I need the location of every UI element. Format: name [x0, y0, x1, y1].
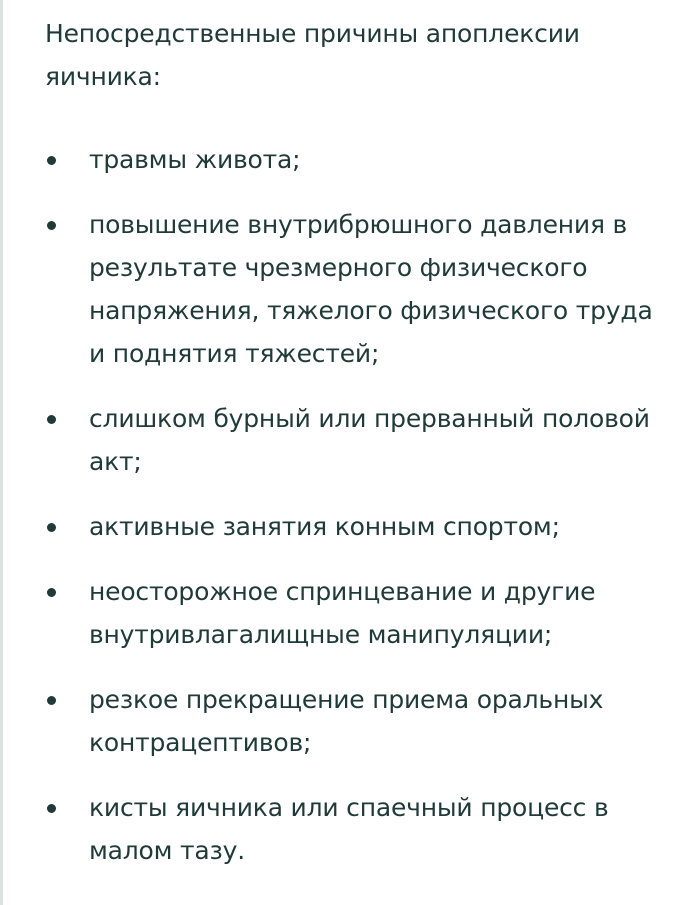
- bullet-icon: [47, 523, 56, 532]
- bullet-icon: [47, 696, 56, 705]
- bullet-icon: [47, 221, 56, 230]
- list-item: [45, 570, 665, 656]
- causes-list: [45, 138, 665, 872]
- article-content: [45, 12, 665, 894]
- left-border: [0, 0, 3, 905]
- list-item-text: повышение внутрибрюшного давления в результате чрезмерного физического напряжения, тяжелого физического труда и поднятия тяжестей;: [89, 210, 653, 368]
- list-item: [45, 786, 665, 872]
- list-item-text: активные занятия конным спортом;: [89, 512, 560, 541]
- list-item-text: неосторожное спринцевание и другие внутривлагалищные манипуляции;: [89, 577, 596, 649]
- list-item: [45, 397, 665, 483]
- bullet-icon: [47, 415, 56, 424]
- bullet-icon: [47, 156, 56, 165]
- list-item: [45, 203, 665, 375]
- bullet-icon: [47, 588, 56, 597]
- list-item: [45, 138, 665, 181]
- list-item-text: кисты яичника или спаечный процесс в малом тазу.: [89, 793, 609, 865]
- bullet-icon: [47, 804, 56, 813]
- list-item-text: травмы живота;: [89, 145, 301, 174]
- list-item-text: слишком бурный или прерванный половой акт;: [89, 404, 650, 476]
- list-item: [45, 505, 665, 548]
- intro-text: Непосредственные причины апоплексии яичника:: [45, 19, 580, 91]
- list-item-text: резкое прекращение приема оральных контрацептивов;: [89, 685, 604, 757]
- list-item: [45, 678, 665, 764]
